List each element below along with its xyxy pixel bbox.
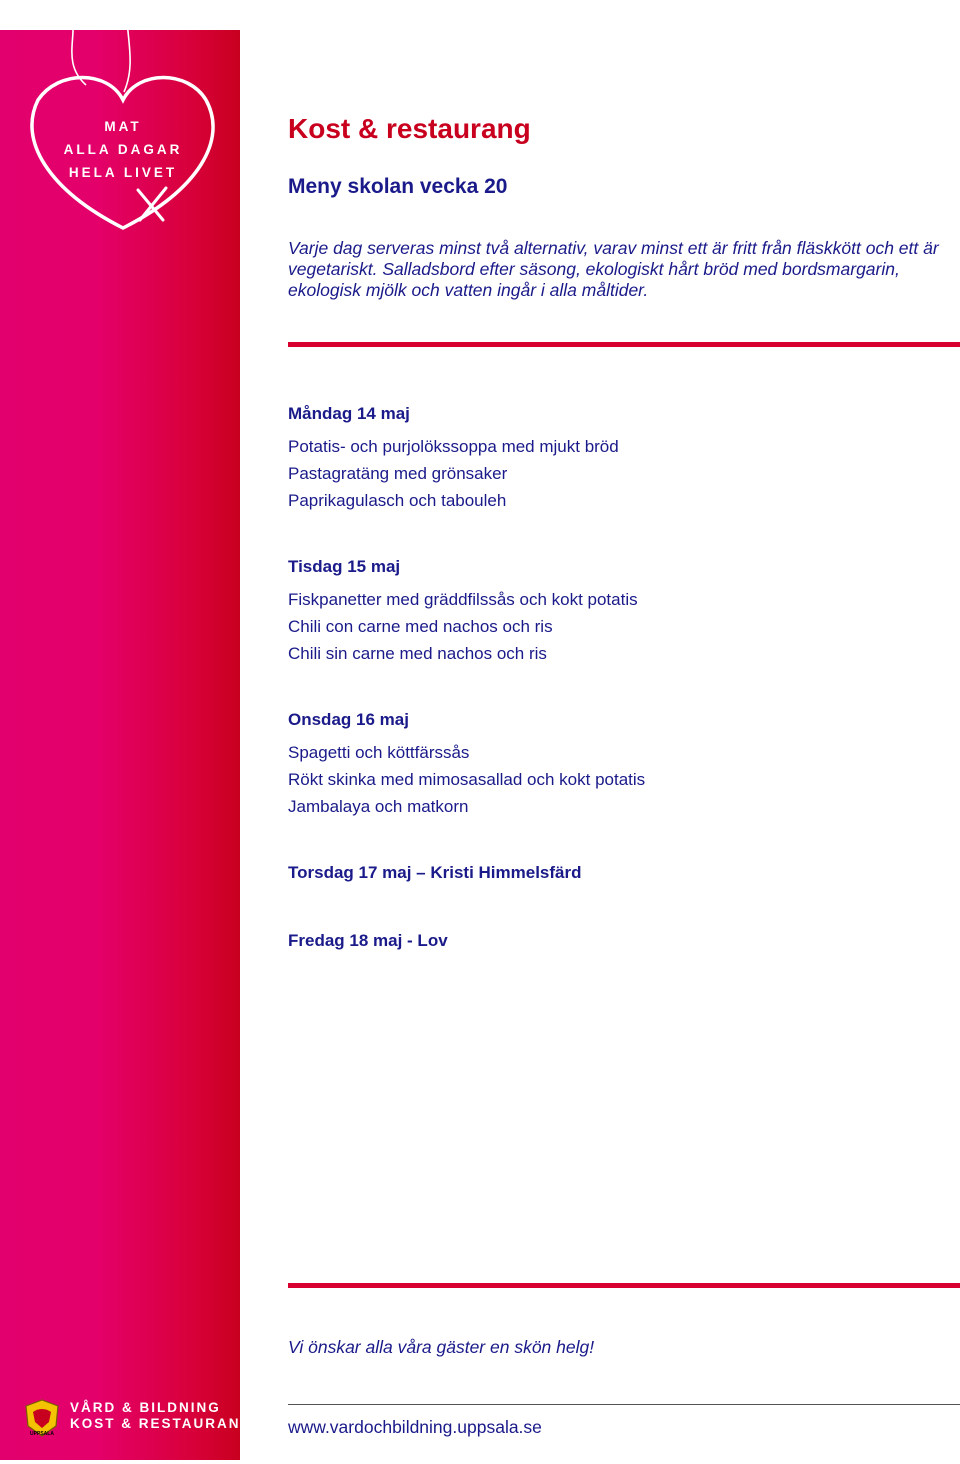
bottom-divider (288, 1283, 960, 1288)
day-title: Måndag 14 maj (288, 404, 410, 423)
day-title: Tisdag 15 maj (288, 557, 401, 576)
logo-line-3: HELA LIVET (68, 165, 178, 180)
org-name-line-1: VÅRD & BILDNING (70, 1400, 221, 1415)
side-color-band (0, 30, 240, 1460)
seal-text: UPPSALA (30, 1431, 54, 1437)
logo-line-2: ALLA DAGAR (63, 142, 183, 157)
dish-item: Chili con carne med nachos och ris (288, 617, 553, 636)
dish-item: Jambalaya och matkorn (288, 797, 469, 816)
day-title: Onsdag 16 maj (288, 710, 409, 729)
footer-divider (288, 1404, 960, 1405)
dish-item: Spagetti och köttfärssås (288, 743, 470, 762)
day-monday (288, 404, 948, 514)
heart-logo (28, 0, 218, 240)
dish-item: Fiskpanetter med gräddfilssås och kokt potatis (288, 590, 638, 609)
top-divider (288, 342, 960, 347)
day-thursday (288, 863, 948, 892)
intro-text: Varje dag serveras minst två alternativ, varav minst ett är fritt från fläskkött och ett är vegetariskt. Salladsbord efter säsong, ekologiskt hårt bröd med bordsmargarin, ekologisk mjölk och vatten ingår i alla måltider. (288, 238, 939, 300)
day-title: Torsdag 17 maj – Kristi Himmelsfärd (288, 863, 582, 882)
dish-item: Rökt skinka med mimosasallad och kokt potatis (288, 770, 646, 789)
org-name-line-2: KOST & RESTAURANG (70, 1416, 254, 1431)
day-title: Fredag 18 maj - Lov (288, 931, 448, 950)
dish-item: Paprikagulasch och tabouleh (288, 491, 507, 510)
logo-line-1: MAT (104, 119, 142, 134)
website-link[interactable]: www.vardochbildning.uppsala.se (288, 1417, 542, 1437)
closing-message: Vi önskar alla våra gäster en skön helg! (288, 1337, 595, 1357)
page-title: Kost & restaurang (288, 113, 531, 144)
org-logo (22, 1398, 254, 1442)
day-wednesday (288, 710, 948, 820)
day-friday (288, 931, 948, 960)
dish-item: Pastagratäng med grönsaker (288, 464, 508, 483)
menu-subtitle: Meny skolan vecka 20 (288, 175, 508, 198)
dish-item: Potatis- och purjolökssoppa med mjukt bröd (288, 437, 619, 456)
dish-item: Chili sin carne med nachos och ris (288, 644, 547, 663)
uppsala-seal-icon (22, 1398, 62, 1438)
day-tuesday (288, 557, 948, 667)
